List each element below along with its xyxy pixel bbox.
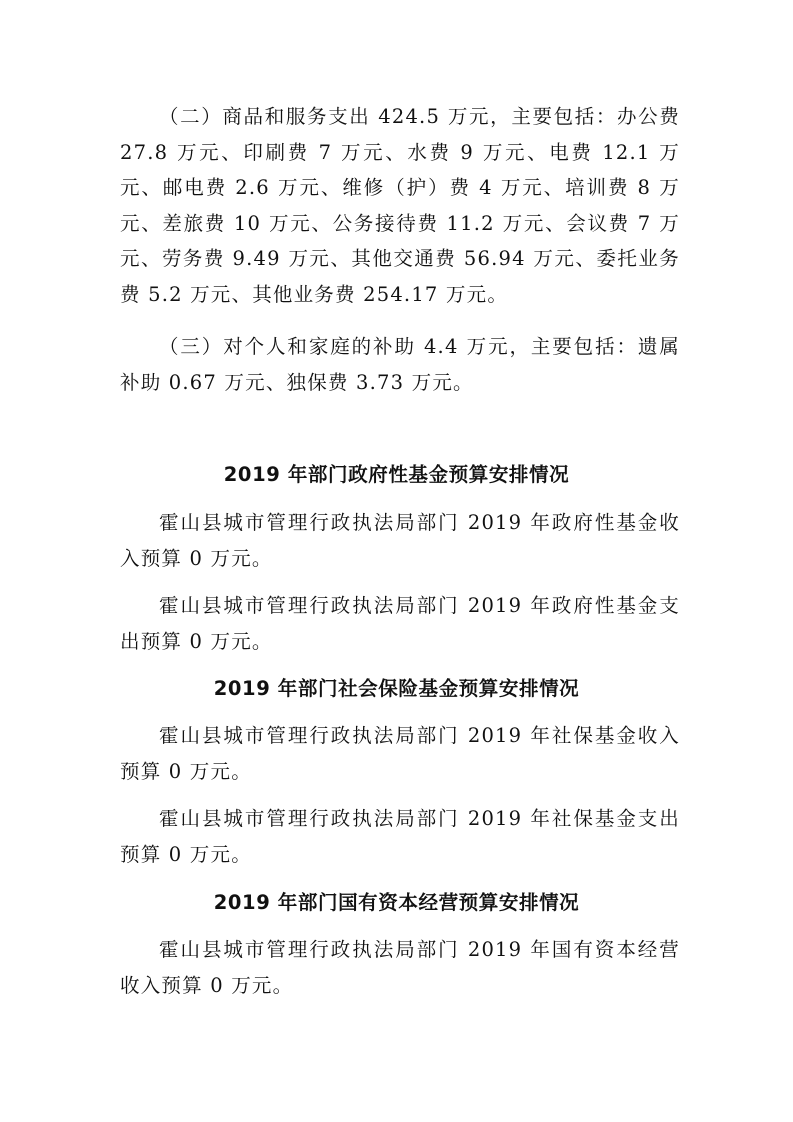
heading-government-fund-budget: 2019 年部门政府性基金预算安排情况 xyxy=(223,463,570,486)
paragraph-government-fund-income: 霍山县城市管理行政执法局部门 2019 年政府性基金收入预算 0 万元。 xyxy=(120,511,680,570)
paragraph-government-fund-expenditure: 霍山县城市管理行政执法局部门 2019 年政府性基金支出预算 0 万元。 xyxy=(120,594,680,653)
paragraph-personal-family-subsidy: （三）对个人和家庭的补助 4.4 万元，主要包括：遗属补助 0.67 万元、独保费 3.73 万元。 xyxy=(120,335,680,394)
heading-state-capital-operation-budget: 2019 年部门国有资本经营预算安排情况 xyxy=(213,891,580,914)
paragraph-social-insurance-fund-expenditure: 霍山县城市管理行政执法局部门 2019 年社保基金支出预算 0 万元。 xyxy=(120,807,680,866)
heading-social-insurance-fund-budget: 2019 年部门社会保险基金预算安排情况 xyxy=(213,677,580,700)
paragraph-social-insurance-fund-income: 霍山县城市管理行政执法局部门 2019 年社保基金收入预算 0 万元。 xyxy=(120,724,680,783)
paragraph-state-capital-operation-income: 霍山县城市管理行政执法局部门 2019 年国有资本经营收入预算 0 万元。 xyxy=(120,938,680,997)
paragraph-goods-services-expenditure: （二）商品和服务支出 424.5 万元，主要包括：办公费 27.8 万元、印刷费 7 万元、水费 9 万元、电费 12.1 万元、邮电费 2.6 万元、维修（护）费 4 万元、培训费 8 万元、差旅费 10 万元、公务接待费 11.2 万元、会议费 7 万元、劳务费 9.49 万元、其他交通费 56.94 万元、委托业务费 5.2 万元、其他业务费 254.17 万元。 xyxy=(120,105,680,306)
